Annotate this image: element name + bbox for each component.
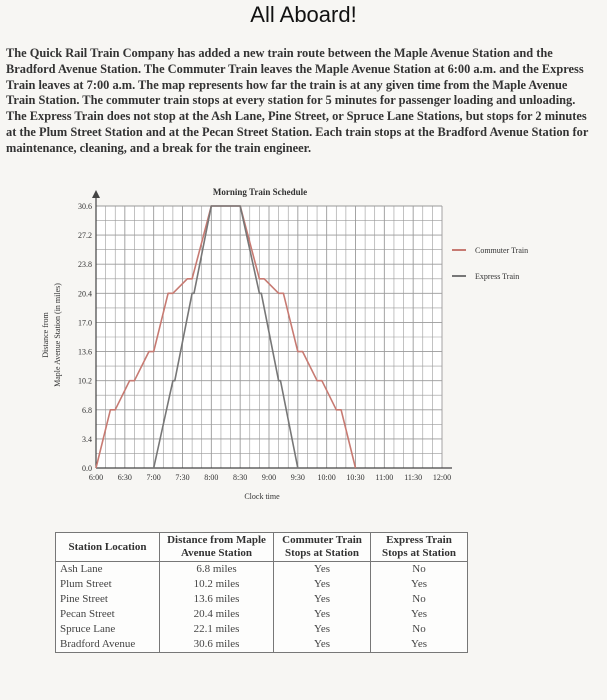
x-tick-label: 8:30 [233,473,248,482]
station-distance: 30.6 miles [160,637,274,653]
station-distance: 13.6 miles [160,592,274,607]
y-tick-label: 3.4 [82,434,92,444]
station-distance: 20.4 miles [160,607,274,622]
station-name: Plum Street [56,577,160,592]
x-tick-label: 7:00 [146,473,161,482]
x-tick-label: 7:30 [175,473,190,482]
express-stop: Yes [371,607,468,622]
commuter-stop: Yes [274,592,371,607]
table-row [56,622,468,637]
commuter-stop: Yes [274,577,371,592]
table-row [56,577,468,592]
y-tick-label: 20.4 [78,289,92,299]
y-tick-label: 30.6 [78,202,92,211]
legend [452,246,528,281]
station-name: Pine Street [56,592,160,607]
y-tick-label: 6.8 [82,405,92,415]
y-tick-labels [78,202,92,473]
x-tick-label: 11:00 [375,473,394,482]
page-title: All Aboard! [250,2,357,27]
header-commuter-stops: Commuter Train Stops at Station [274,533,371,562]
x-tick-label: 12:00 [432,473,452,482]
header-station-location: Station Location [56,533,160,562]
station-distance: 10.2 miles [160,577,274,592]
chart-title: Morning Train Schedule [212,187,308,197]
express-stop: No [371,622,468,637]
y-tick-label: 13.6 [78,347,92,357]
x-tick-label: 6:00 [88,473,104,482]
station-name: Ash Lane [56,562,160,578]
y-tick-label: 17.0 [78,318,92,328]
station-name: Bradford Avenue [56,637,160,653]
x-axis-label: Clock time [244,492,280,501]
table-row [56,592,468,607]
commuter-stop: Yes [274,562,371,578]
y-axis-label: Maple Avenue Station (in miles) [53,283,62,387]
y-axis-label-top: Distance from [41,312,50,358]
legend-label: Express Train [475,272,520,281]
x-tick-label: 9:30 [290,473,305,482]
x-tick-label: 8:00 [204,473,219,482]
station-distance: 22.1 miles [160,622,274,637]
y-tick-label: 27.2 [78,231,92,241]
station-distance: 6.8 miles [160,562,274,578]
y-axis-arrow-icon [92,190,100,198]
x-tick-label: 11:30 [404,473,423,482]
express-stop: Yes [371,637,468,653]
station-name: Spruce Lane [56,622,160,637]
x-tick-label: 6:30 [117,473,132,482]
y-tick-label: 23.8 [78,260,92,270]
y-tick-label: 0.0 [82,464,92,473]
commuter-stop: Yes [274,637,371,653]
table-header-row [56,533,468,562]
x-tick-label: 10:00 [317,473,336,482]
station-table [55,532,468,653]
header-distance: Distance from Maple Avenue Station [160,533,274,562]
commuter-stop: Yes [274,622,371,637]
express-stop: Yes [371,577,468,592]
header-express-stops: Express Train Stops at Station [371,533,468,562]
x-tick-labels [89,473,451,482]
table-row [56,637,468,653]
table-row [56,607,468,622]
express-stop: No [371,592,468,607]
express-stop: No [371,562,468,578]
x-tick-label: 9:00 [261,473,277,482]
x-tick-label: 10:30 [346,473,365,482]
legend-label: Commuter Train [475,246,529,255]
y-tick-label: 10.2 [78,376,92,386]
station-name: Pecan Street [56,607,160,622]
table-row [56,562,468,578]
commuter-stop: Yes [274,607,371,622]
problem-paragraph: The Quick Rail Train Company has added a new train route between the Maple Avenue Station and the Bradford Avenue Station. The Commuter Train leaves the Maple Avenue Station at 6:00 a.m. and the Express Train leaves at 7:00 a.m. The map represents how far the train is at any given time from the Maple Avenue Train Station. The commuter train stops at every station for 5 minutes for passenger loading and unloading. The Express Train does not stop at the Ash Lane, Pine Street, or Spruce Lane Stations, but stops for 2 minutes at the Plum Street Station and at the Pecan Street Station. Each train stops at the Bradford Avenue Station for maintenance, cleaning, and a break for the train engineer. [6,46,589,155]
